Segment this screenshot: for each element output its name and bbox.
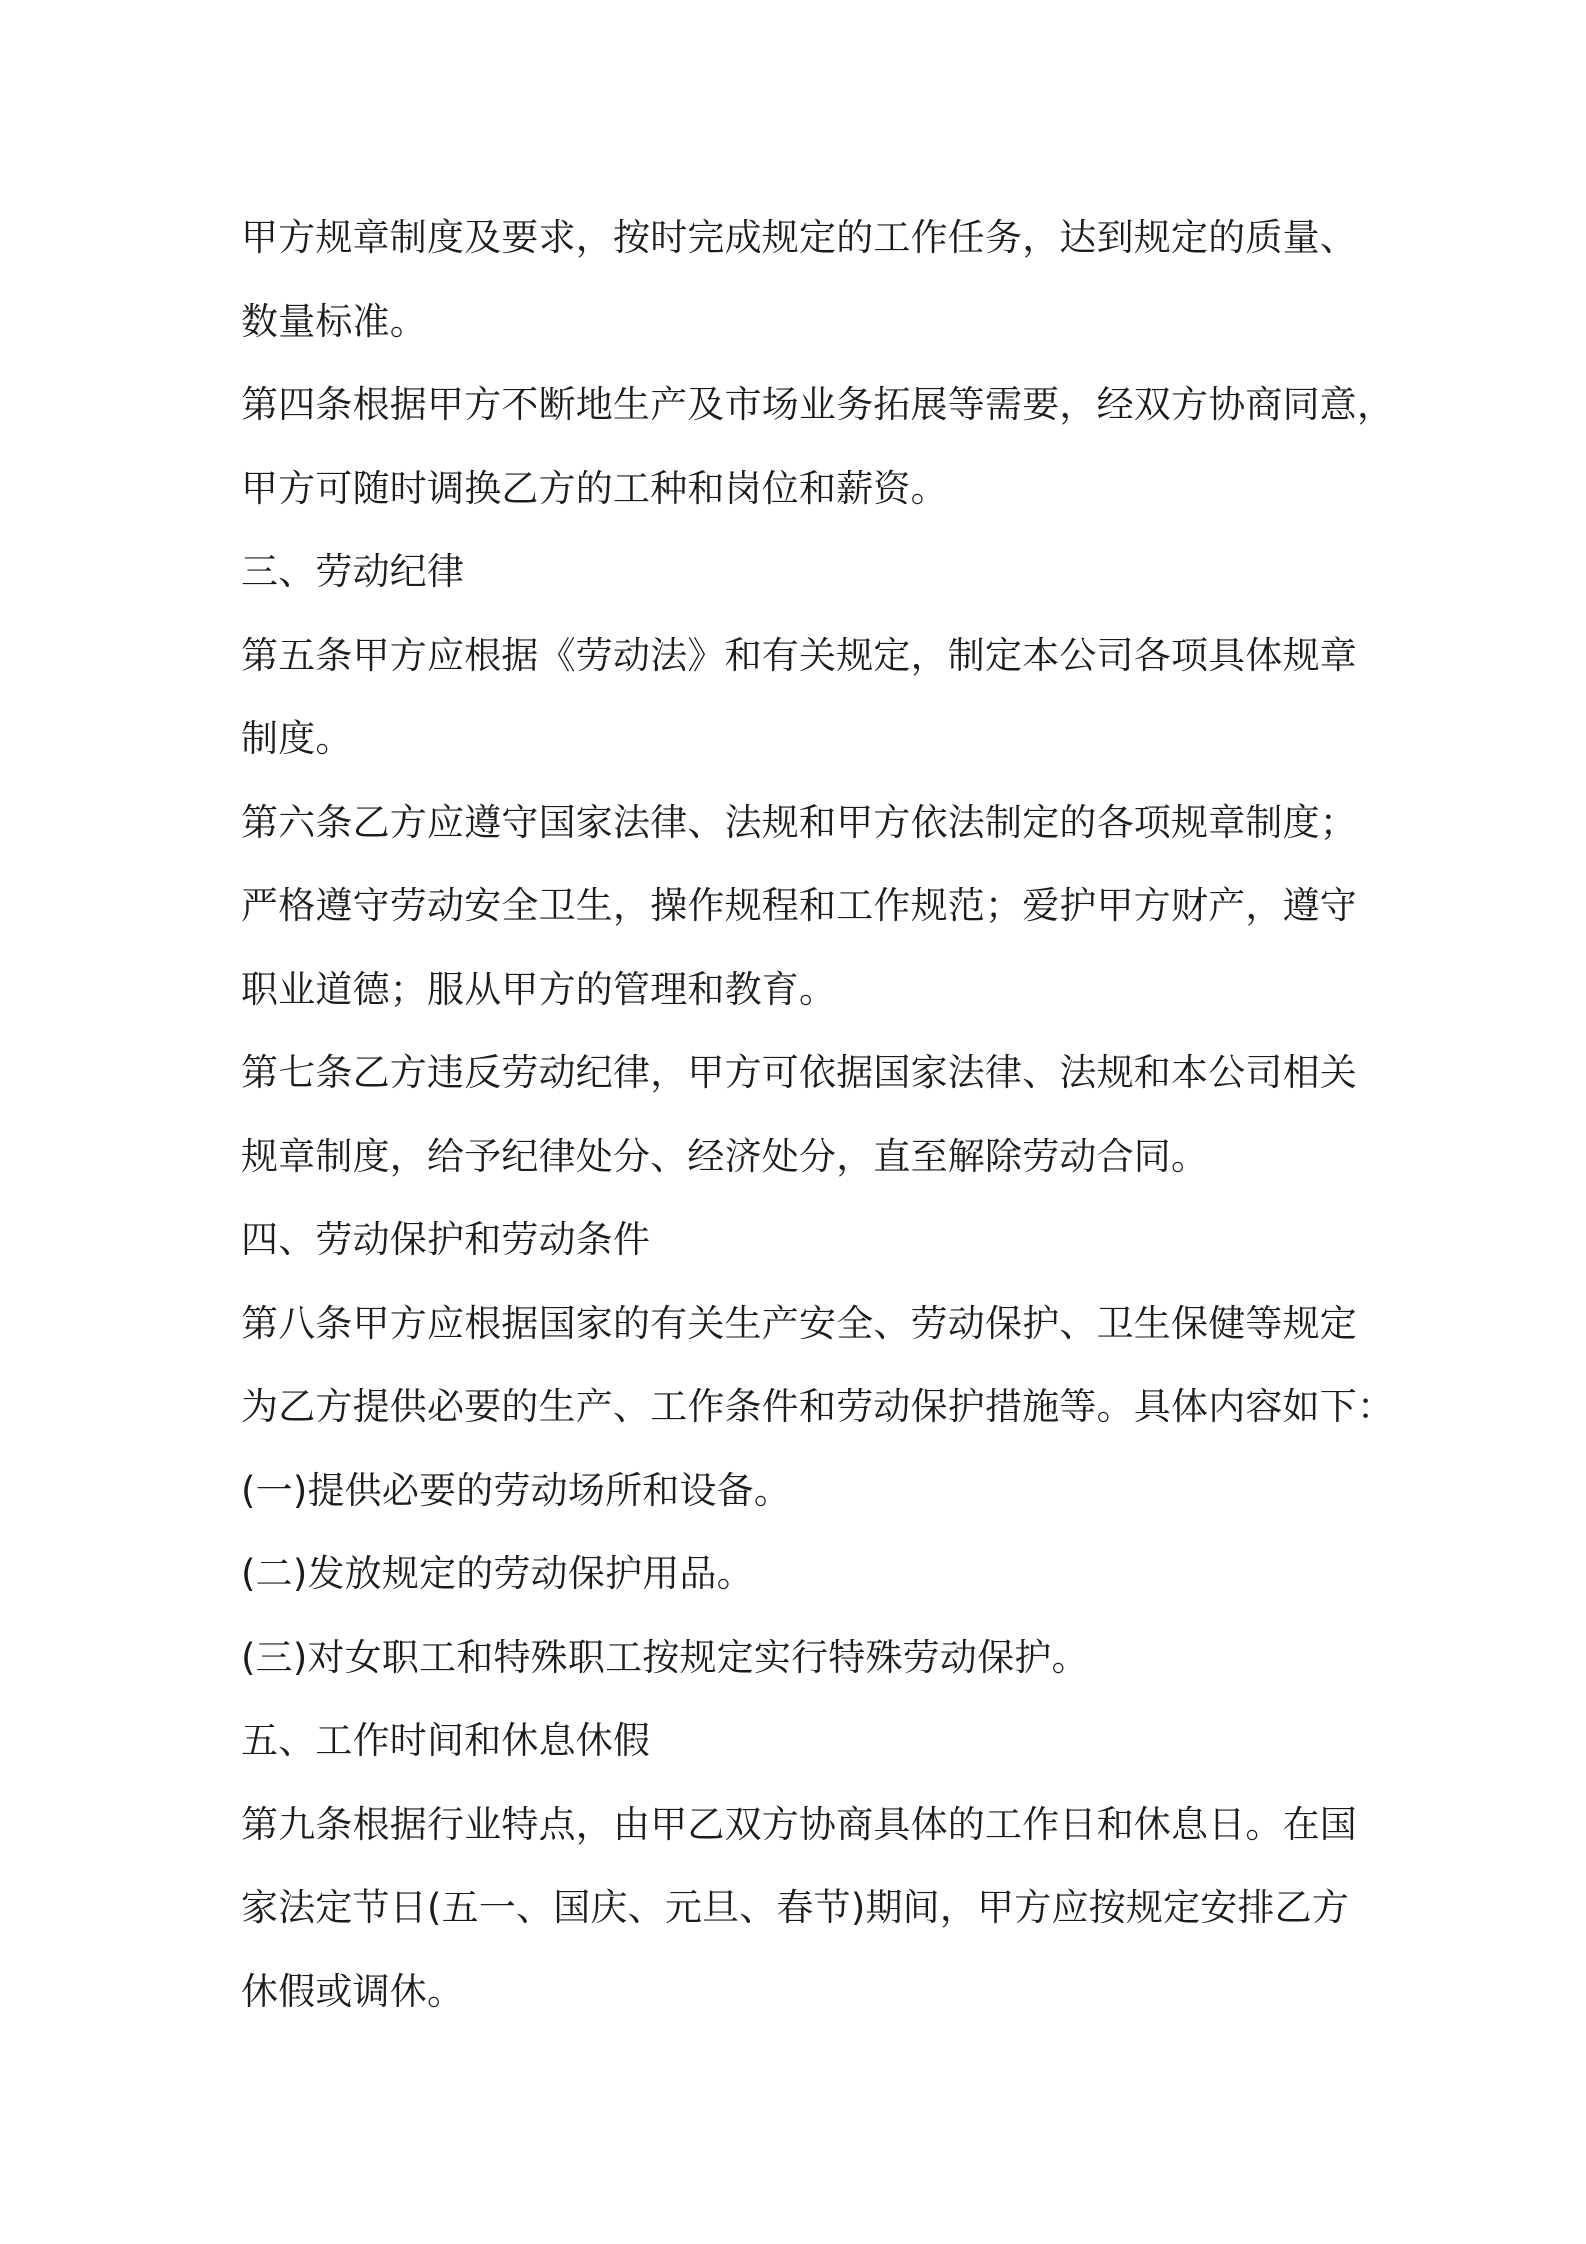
text-line: 为乙方提供必要的生产、工作条件和劳动保护措施等。具体内容如下： bbox=[241, 1385, 1395, 1428]
text-line: 甲方规章制度及要求，按时完成规定的工作任务，达到规定的质量、 bbox=[241, 216, 1357, 259]
text-line: 第九条根据行业特点，由甲乙双方协商具体的工作日和休息日。在国 bbox=[241, 1802, 1357, 1846]
text-line: 甲方可随时调换乙方的工种和岗位和薪资。 bbox=[241, 466, 948, 510]
text-line: 休假或调休。 bbox=[241, 1969, 465, 2013]
section-heading: 五、工作时间和休息休假 bbox=[241, 1719, 651, 1762]
list-item: (二)发放规定的劳动保护用品。 bbox=[241, 1552, 754, 1595]
section-heading: 四、劳动保护和劳动条件 bbox=[241, 1218, 651, 1261]
text-line: 第八条甲方应根据国家的有关生产安全、劳动保护、卫生保健等规定 bbox=[241, 1301, 1357, 1345]
text-line: 规章制度，给予纪律处分、经济处分，直至解除劳动合同。 bbox=[241, 1134, 1209, 1178]
text-line: 数量标准。 bbox=[241, 299, 427, 343]
text-line: 第五条甲方应根据《劳动法》和有关规定，制定本公司各项具体规章 bbox=[241, 633, 1357, 677]
text-line: 第四条根据甲方不断地生产及市场业务拓展等需要，经双方协商同意， bbox=[241, 383, 1395, 426]
list-item: (三)对女职工和特殊职工按规定实行特殊劳动保护。 bbox=[241, 1635, 1089, 1679]
text-line: 第七条乙方违反劳动纪律，甲方可依据国家法律、法规和本公司相关 bbox=[241, 1051, 1357, 1094]
list-item: (一)提供必要的劳动场所和设备。 bbox=[241, 1468, 792, 1512]
text-line: 家法定节日(五一、国庆、元旦、春节)期间，甲方应按规定安排乙方 bbox=[241, 1886, 1350, 1929]
section-heading: 三、劳动纪律 bbox=[241, 550, 465, 593]
text-line: 严格遵守劳动安全卫生，操作规程和工作规范；爱护甲方财产，遵守 bbox=[241, 884, 1357, 927]
document-body bbox=[241, 196, 1395, 2033]
text-line: 第六条乙方应遵守国家法律、法规和甲方依法制定的各项规章制度； bbox=[241, 800, 1357, 844]
text-line: 制度。 bbox=[241, 717, 353, 760]
text-line: 职业道德；服从甲方的管理和教育。 bbox=[241, 967, 837, 1011]
